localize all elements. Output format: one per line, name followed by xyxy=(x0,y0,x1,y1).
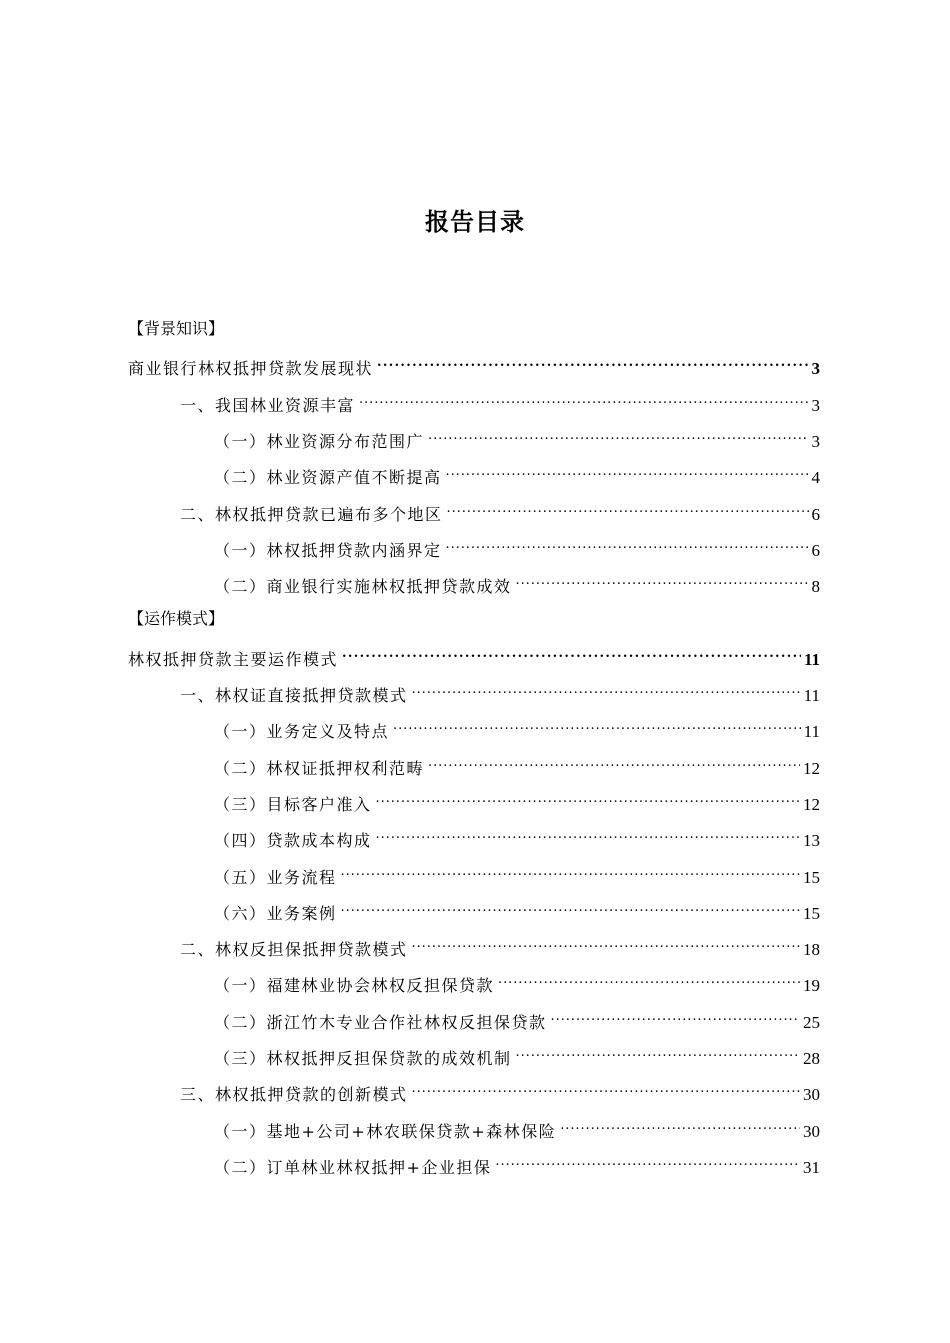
toc-page-number: 11 xyxy=(803,686,820,705)
toc-leader-dots xyxy=(359,391,808,411)
toc-entry[interactable] xyxy=(180,681,820,707)
toc-entry-title: （三）目标客户准入 xyxy=(214,795,372,814)
toc-page-number: 31 xyxy=(803,1158,820,1177)
toc-entry-title: （三）林权抵押反担保贷款的成效机制 xyxy=(214,1049,512,1068)
toc-page-number: 15 xyxy=(803,868,820,887)
page-title: 报告目录 xyxy=(425,208,525,236)
toc-leader-dots xyxy=(377,354,808,374)
toc-entry-title: 商业银行林权抵押贷款发展现状 xyxy=(128,359,374,378)
toc-entry-title: 林权抵押贷款主要运作模式 xyxy=(128,650,339,669)
toc-entry[interactable] xyxy=(214,1044,820,1070)
toc-page-number: 11 xyxy=(803,650,820,669)
toc-entry-title: （六）业务案例 xyxy=(214,904,337,923)
toc-page-number: 3 xyxy=(811,432,820,451)
toc-entry-title: （二）林权证抵押权利范畴 xyxy=(214,759,425,778)
toc-leader-dots xyxy=(412,1080,800,1100)
toc-entry[interactable] xyxy=(214,754,820,780)
toc-leader-dots xyxy=(516,1044,800,1064)
toc-entry-title: 二、林权抵押贷款已遍布多个地区 xyxy=(180,505,443,524)
toc-leader-dots xyxy=(446,536,809,556)
toc-entry-title: （二）商业银行实施林权抵押贷款成效 xyxy=(214,577,512,596)
toc-entry[interactable] xyxy=(128,354,820,380)
toc-leader-dots xyxy=(376,790,800,810)
toc-entry[interactable] xyxy=(214,1008,820,1034)
toc-leader-dots xyxy=(341,899,800,919)
toc-page-number: 11 xyxy=(803,722,820,741)
toc-page-number: 8 xyxy=(811,577,820,596)
toc-entry-title: （一）业务定义及特点 xyxy=(214,722,390,741)
toc-section-heading: 【运作模式】 xyxy=(128,609,225,628)
toc-section-heading: 【背景知识】 xyxy=(128,319,225,338)
toc-entry[interactable] xyxy=(214,717,820,743)
toc-entry[interactable] xyxy=(214,536,820,562)
toc-entry[interactable] xyxy=(214,790,820,816)
toc-entry[interactable] xyxy=(180,391,820,417)
toc-entry[interactable] xyxy=(214,427,820,453)
toc-entry-title: （二）订单林业林权抵押+企业担保 xyxy=(214,1158,492,1177)
toc-page-number: 3 xyxy=(811,396,820,415)
toc-entry-title: 一、林权证直接抵押贷款模式 xyxy=(180,686,408,705)
toc-page-number: 12 xyxy=(803,795,820,814)
toc-entry-title: 一、我国林业资源丰富 xyxy=(180,396,356,415)
toc-leader-dots xyxy=(341,863,800,883)
toc-page-number: 3 xyxy=(811,359,820,378)
toc-entry[interactable] xyxy=(180,1080,820,1106)
toc-page-number: 19 xyxy=(803,976,820,995)
toc-leader-dots xyxy=(560,1117,800,1137)
toc-leader-dots xyxy=(428,754,800,774)
toc-entry[interactable] xyxy=(214,572,820,598)
toc-page-number: 30 xyxy=(803,1085,820,1104)
toc-leader-dots xyxy=(495,1153,800,1173)
toc-entry-title: （一）福建林业协会林权反担保贷款 xyxy=(214,976,495,995)
toc-leader-dots xyxy=(498,971,800,991)
toc-page-number: 30 xyxy=(803,1122,820,1141)
toc-page-number: 4 xyxy=(811,468,820,487)
toc-leader-dots xyxy=(428,427,808,447)
toc-entry-title: 三、林权抵押贷款的创新模式 xyxy=(180,1085,408,1104)
toc-entry[interactable] xyxy=(180,935,820,961)
toc-entry-title: （一）林权抵押贷款内涵界定 xyxy=(214,541,442,560)
toc-leader-dots xyxy=(412,935,800,955)
toc-leader-dots xyxy=(446,463,809,483)
toc-entry[interactable] xyxy=(128,645,820,671)
toc-page-number: 15 xyxy=(803,904,820,923)
toc-entry[interactable] xyxy=(214,1117,820,1143)
toc-page-number: 12 xyxy=(803,759,820,778)
toc-entry[interactable] xyxy=(214,899,820,925)
toc-entry-title: （四）贷款成本构成 xyxy=(214,831,372,850)
toc-leader-dots xyxy=(447,500,809,520)
toc-entry[interactable] xyxy=(214,971,820,997)
toc-page-number: 25 xyxy=(803,1013,820,1032)
toc-entry-title: （一）林业资源分布范围广 xyxy=(214,432,425,451)
toc-entry-title: （一）基地+公司+林农联保贷款+森林保险 xyxy=(214,1122,557,1141)
toc-page-number: 18 xyxy=(803,940,820,959)
toc-entry[interactable] xyxy=(214,1153,820,1179)
toc-leader-dots xyxy=(412,681,801,701)
toc-leader-dots xyxy=(393,717,801,737)
toc-entry[interactable] xyxy=(214,826,820,852)
toc-entry-title: （五）业务流程 xyxy=(214,868,337,887)
toc-page-number: 6 xyxy=(811,505,820,524)
toc-leader-dots xyxy=(376,826,800,846)
toc-page-number: 6 xyxy=(811,541,820,560)
toc-leader-dots xyxy=(516,572,809,592)
toc-leader-dots xyxy=(551,1008,800,1028)
toc-entry-title: （二）浙江竹木专业合作社林权反担保贷款 xyxy=(214,1013,547,1032)
toc-page-number: 28 xyxy=(803,1049,820,1068)
toc-page-number: 13 xyxy=(803,831,820,850)
toc-leader-dots xyxy=(342,645,801,665)
toc-entry[interactable] xyxy=(214,463,820,489)
toc-entry-title: 二、林权反担保抵押贷款模式 xyxy=(180,940,408,959)
toc-entry[interactable] xyxy=(180,500,820,526)
toc-entry[interactable] xyxy=(214,863,820,889)
toc-entry-title: （二）林业资源产值不断提高 xyxy=(214,468,442,487)
